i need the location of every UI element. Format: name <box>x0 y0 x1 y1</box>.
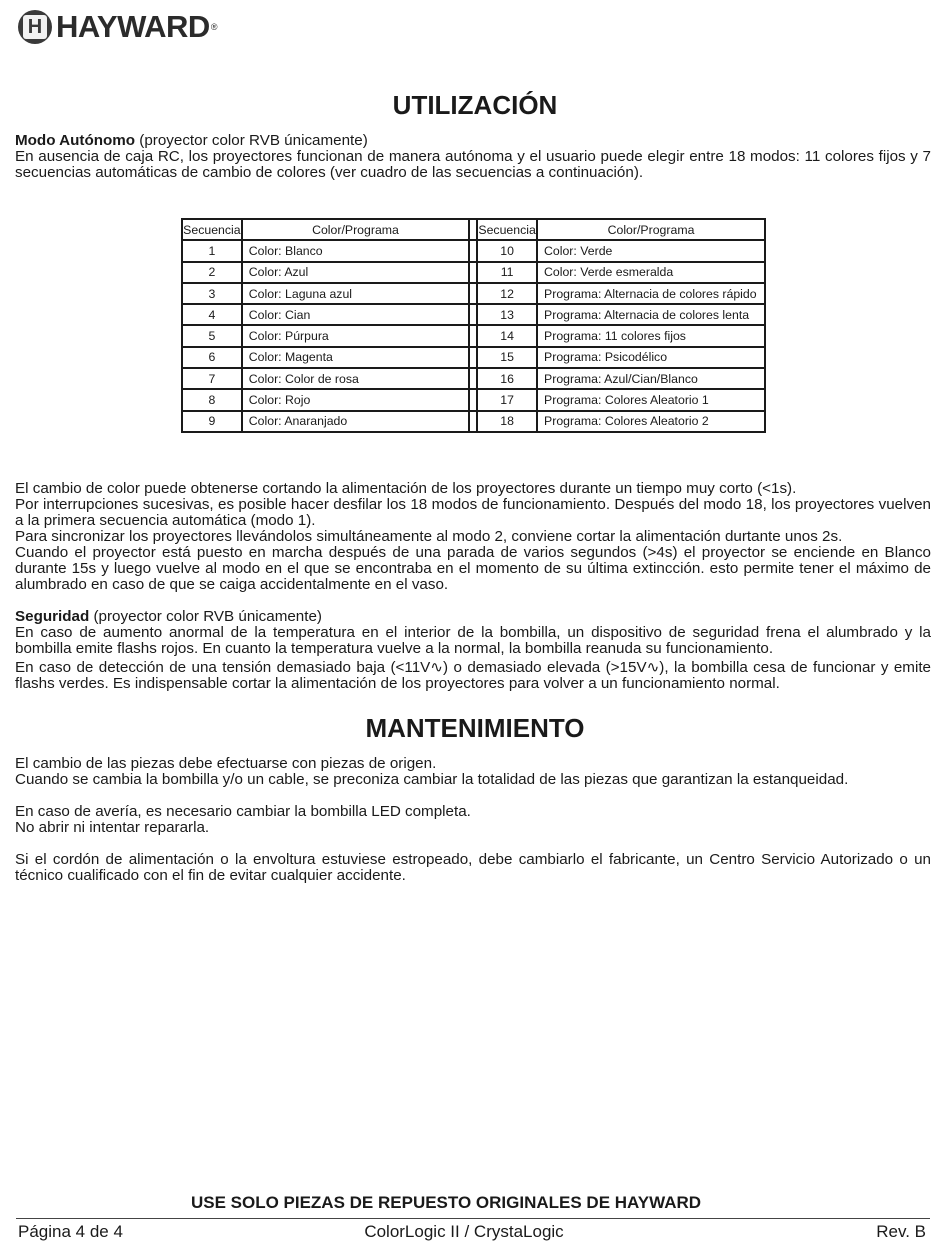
mantenimiento-p2: Cuando se cambia la bombilla y/o un cable, se preconiza cambiar la totalidad de las piezas que garantizan la estanqueidad. <box>15 771 849 788</box>
seguridad-note: (proyector color RVB únicamente) <box>89 608 322 625</box>
table-row <box>182 325 765 346</box>
modo-autonomo-note: (proyector color RVB únicamente) <box>135 132 368 149</box>
seq-color: Programa: Colores Aleatorio 2 <box>537 411 765 432</box>
table-gap <box>469 283 477 304</box>
footer-divider <box>16 1218 930 1219</box>
hayward-logo <box>18 9 217 45</box>
seq-number: 13 <box>477 304 537 325</box>
seguridad-heading <box>15 609 931 625</box>
page-number: Página 4 de 4 <box>18 1222 123 1241</box>
seq-number: 18 <box>477 411 537 432</box>
cambio-p1: El cambio de color puede obtenerse cortando la alimentación de los proyectores durante un tiempo muy corto (<1s). <box>15 480 797 497</box>
mantenimiento-p3: En caso de avería, es necesario cambiar la bombilla LED completa. <box>15 803 471 820</box>
seq-color: Programa: Alternacia de colores lenta <box>537 304 765 325</box>
seq-number: 6 <box>182 347 242 368</box>
revision: Rev. B <box>876 1222 926 1241</box>
seq-number: 5 <box>182 325 242 346</box>
table-row <box>182 304 765 325</box>
seq-number: 14 <box>477 325 537 346</box>
table-row <box>182 389 765 410</box>
seq-number: 2 <box>182 262 242 283</box>
table-gap <box>469 389 477 410</box>
seq-number: 11 <box>477 262 537 283</box>
table-row <box>182 411 765 432</box>
seq-color: Color: Magenta <box>242 347 469 368</box>
table-gap <box>469 240 477 261</box>
modo-autonomo-heading <box>15 133 931 149</box>
cambio-p2: Por interrupciones sucesivas, es posible hacer desfilar los 18 modos de funcionamiento. Después del modo 18, los proyectores vuelven a la primera secuencia automática (modo 1). <box>15 496 931 529</box>
header-color-right: Color/Programa <box>537 219 765 240</box>
header-color-left: Color/Programa <box>242 219 469 240</box>
seq-color: Programa: Psicodélico <box>537 347 765 368</box>
cambio-color-section <box>15 481 931 593</box>
seguridad-p2: En caso de detección de una tensión demasiado baja (<11V∿) o demasiado elevada (>15V∿), la bombilla cesa de funcionar y emite flashs verdes. Es indispensable cortar la alimentación de los proyectores para volver a un funcionamiento normal. <box>15 659 931 692</box>
section-title-utilizacion: UTILIZACIÓN <box>392 90 558 120</box>
modo-autonomo-text: En ausencia de caja RC, los proyectores funcionan de manera autónoma y el usuario puede elegir entre 18 modos: 11 colores fijos y 7 secuencias automáticas de cambio de colores (ver cuadro de las secuencias a continuación). <box>15 148 931 181</box>
header-secuencia-right: Secuencia <box>477 219 537 240</box>
seguridad-p1: En caso de aumento anormal de la temperatura en el interior de la bombilla, un dispositivo de seguridad frena el alumbrado y la bombilla emite flashs rojos. En cuanto la temperatura vuelve a la normal, la bombilla reanuda su funcionamiento. <box>15 624 931 657</box>
registered-mark: ® <box>210 22 218 32</box>
seq-color: Color: Azul <box>242 262 469 283</box>
table-row <box>182 262 765 283</box>
table-gap <box>469 219 477 240</box>
seq-color: Color: Laguna azul <box>242 283 469 304</box>
table-gap <box>469 411 477 432</box>
cambio-p4: Cuando el proyector está puesto en marcha después de una parada de varios segundos (>4s) el proyector se enciende en Blanco durante 15s y luego vuelve al modo en el que se encontraba en el momento de su última extincción. esto permite tener el máximo de alumbrado en caso de que se caiga accidentalmente en el vaso. <box>15 544 931 593</box>
seq-number: 1 <box>182 240 242 261</box>
seq-number: 9 <box>182 411 242 432</box>
seq-number: 3 <box>182 283 242 304</box>
seq-color: Programa: Azul/Cian/Blanco <box>537 368 765 389</box>
cambio-p3: Para sincronizar los proyectores llevándolos simultáneamente al modo 2, conviene cortar la alimentación durtante unos 2s. <box>15 528 843 545</box>
seq-number: 8 <box>182 389 242 410</box>
header-secuencia-left: Secuencia <box>182 219 242 240</box>
seq-number: 7 <box>182 368 242 389</box>
seq-color: Color: Blanco <box>242 240 469 261</box>
footer-note: USE SOLO PIEZAS DE REPUESTO ORIGINALES DE HAYWARD <box>190 1193 702 1212</box>
table-row <box>182 347 765 368</box>
seq-color: Color: Rojo <box>242 389 469 410</box>
seq-number: 15 <box>477 347 537 368</box>
mantenimiento-p5: Si el cordón de alimentación o la envoltura estuviese estropeado, debe cambiarlo el fabricante, un Centro Servicio Autorizado o un técnico cualificado con el fin de evitar cualquier accidente. <box>15 851 931 884</box>
hayward-logo-icon: H <box>18 10 52 44</box>
modo-autonomo-label: Modo Autónomo <box>15 132 136 149</box>
section-title-mantenimiento: MANTENIMIENTO <box>365 713 585 743</box>
seguridad-label: Seguridad <box>15 608 90 625</box>
seq-number: 17 <box>477 389 537 410</box>
seq-color: Programa: Alternacia de colores rápido <box>537 283 765 304</box>
table-gap <box>469 325 477 346</box>
seq-number: 10 <box>477 240 537 261</box>
table-gap <box>469 304 477 325</box>
seq-color: Programa: Colores Aleatorio 1 <box>537 389 765 410</box>
seq-color: Color: Anaranjado <box>242 411 469 432</box>
seq-number: 12 <box>477 283 537 304</box>
seq-number: 4 <box>182 304 242 325</box>
mantenimiento-p1: El cambio de las piezas debe efectuarse con piezas de origen. <box>15 755 437 772</box>
modo-autonomo-section <box>15 133 931 181</box>
table-gap <box>469 368 477 389</box>
table-header-row <box>182 219 765 240</box>
seq-color: Programa: 11 colores fijos <box>537 325 765 346</box>
seq-color: Color: Verde <box>537 240 765 261</box>
seq-color: Color: Cian <box>242 304 469 325</box>
seq-color: Color: Verde esmeralda <box>537 262 765 283</box>
seguridad-section <box>15 609 931 692</box>
table-row <box>182 240 765 261</box>
logo-text: HAYWARD <box>56 9 210 44</box>
table-row <box>182 368 765 389</box>
sequence-table <box>181 218 766 433</box>
table-gap <box>469 262 477 283</box>
seq-color: Color: Púrpura <box>242 325 469 346</box>
seq-number: 16 <box>477 368 537 389</box>
mantenimiento-section <box>15 756 931 884</box>
table-row <box>182 283 765 304</box>
seq-color: Color: Color de rosa <box>242 368 469 389</box>
mantenimiento-p4: No abrir ni intentar repararla. <box>15 819 210 836</box>
table-gap <box>469 347 477 368</box>
product-name: ColorLogic II / CrystaLogic <box>364 1222 564 1241</box>
